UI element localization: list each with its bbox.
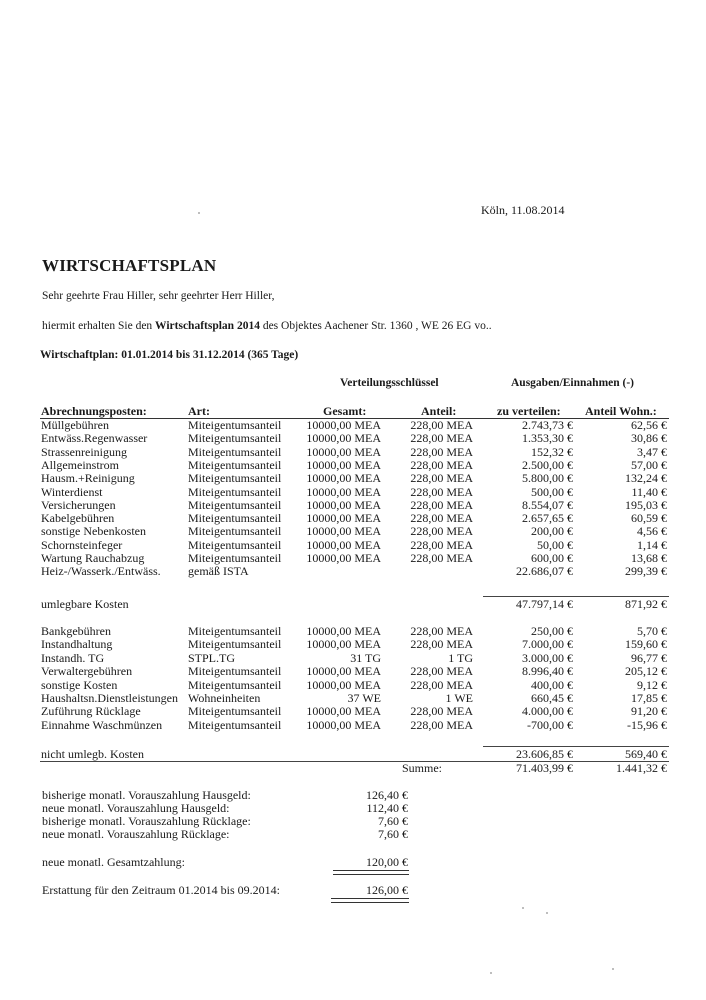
cell-item: Haushaltsn.Dienstleistungen (41, 691, 178, 705)
cell-to-distribute: 7.000,00 € (522, 637, 573, 652)
grand-total-row (0, 762, 706, 775)
cell-type: Miteigentumsanteil (188, 418, 282, 432)
scan-speck (490, 972, 492, 974)
cell-item: Zuführung Rücklage (41, 704, 141, 719)
cell-share: 228,00 MEA (410, 497, 473, 512)
cell-item: Müllgebühren (41, 418, 109, 432)
cell-type: Miteigentumsanteil (188, 484, 282, 499)
column-header-to-distribute: zu verteilen: (497, 404, 561, 418)
cell-share: 228,00 MEA (410, 717, 473, 732)
grand-total-to-distribute: 71.403,99 € (516, 761, 573, 775)
non-allocable-total-label: nicht umlegb. Kosten (41, 747, 144, 761)
intro-bold: Wirtschaftsplan 2014 (155, 320, 260, 332)
cell-type: Miteigentumsanteil (188, 637, 282, 652)
cell-type: Miteigentumsanteil (188, 664, 282, 679)
cell-item: sonstige Nebenkosten (41, 524, 146, 539)
cell-share: 228,00 MEA (410, 444, 473, 459)
cell-share: 228,00 MEA (410, 524, 473, 539)
cell-share: 228,00 MEA (410, 551, 473, 565)
cell-item: Versicherungen (41, 497, 116, 512)
cell-to-distribute: 2.657,65 € (522, 511, 573, 526)
cell-unit-share: 57,00 € (631, 457, 667, 472)
plan-period: Wirtschaftplan: 01.01.2014 bis 31.12.2014 (365 Tage) (40, 349, 299, 361)
table-row (0, 565, 706, 578)
cell-total: 10000,00 MEA (306, 637, 381, 652)
scan-speck (546, 912, 548, 914)
cell-total: 10000,00 MEA (306, 431, 381, 446)
payment-label: bisherige monatl. Vorauszahlung Hausgeld: (42, 788, 251, 802)
cell-total: 10000,00 MEA (306, 497, 381, 512)
cell-type: gemäß ISTA (188, 564, 249, 579)
intro-suffix: des Objektes Aachener Str. 1360 , WE 26 EG vo.. (259, 320, 492, 332)
cell-type: Miteigentumsanteil (188, 524, 282, 539)
cell-item: Bankgebühren (41, 624, 111, 638)
cell-share: 228,00 MEA (410, 537, 473, 552)
cell-type: STPL.TG (188, 650, 236, 665)
cell-type: Miteigentumsanteil (188, 497, 282, 512)
cell-to-distribute: 5.800,00 € (522, 471, 573, 486)
cell-share: 228,00 MEA (410, 704, 473, 719)
refund-value: 126,00 € (366, 883, 408, 897)
allocable-total-label: umlegbare Kosten (41, 597, 129, 611)
cell-to-distribute: 8.996,40 € (522, 664, 573, 679)
cell-total: 10000,00 MEA (306, 418, 381, 432)
table-row (0, 665, 706, 678)
column-header-total: Gesamt: (323, 404, 367, 418)
table-row (0, 525, 706, 538)
intro-text (42, 320, 492, 332)
refund-double-underline (331, 898, 409, 903)
table-row (0, 552, 706, 565)
cell-share: 228,00 MEA (410, 484, 473, 499)
cell-unit-share: 13,68 € (631, 551, 667, 565)
cell-share: 228,00 MEA (410, 511, 473, 526)
cell-unit-share: 62,56 € (631, 418, 667, 432)
grand-total-label: Summe: (402, 761, 443, 775)
cell-to-distribute: 2.743,73 € (522, 418, 573, 432)
cell-total: 10000,00 MEA (306, 624, 381, 638)
table-row (0, 679, 706, 692)
cell-unit-share: 299,39 € (625, 564, 667, 579)
cell-unit-share: 11,40 € (631, 484, 667, 499)
cell-unit-share: 132,24 € (625, 471, 667, 486)
cell-unit-share: 17,85 € (631, 691, 667, 705)
new-total-value: 120,00 € (366, 855, 408, 869)
table-row (0, 652, 706, 665)
cell-to-distribute: 3.000,00 € (522, 650, 573, 665)
cell-share: 1 WE (445, 691, 473, 705)
cell-total: 10000,00 MEA (306, 484, 381, 499)
new-total-double-underline (333, 870, 409, 875)
cell-total: 37 WE (347, 691, 381, 705)
cell-item: Instandh. TG (41, 650, 105, 665)
non-allocable-total-unit-share: 569,40 € (625, 747, 667, 761)
table-row (0, 539, 706, 552)
cell-total: 10000,00 MEA (306, 524, 381, 539)
cell-total: 10000,00 MEA (306, 551, 381, 565)
cell-to-distribute: 8.554,07 € (522, 497, 573, 512)
cell-item: Heiz-/Wasserk./Entwäss. (41, 564, 161, 579)
cell-type: Miteigentumsanteil (188, 457, 282, 472)
cell-item: Einnahme Waschmünzen (41, 717, 163, 732)
scan-speck (522, 907, 524, 909)
cell-to-distribute: 152,32 € (531, 444, 573, 459)
cell-share: 228,00 MEA (410, 431, 473, 446)
table-row (0, 419, 706, 432)
column-header-unit-share: Anteil Wohn.: (585, 404, 657, 418)
cell-item: Entwäss.Regenwasser (41, 431, 148, 446)
allocable-total-to-distribute: 47.797,14 € (516, 597, 573, 611)
payment-label: neue monatl. Vorauszahlung Rücklage: (42, 827, 230, 841)
payment-label: bisherige monatl. Vorauszahlung Rücklage: (42, 814, 251, 828)
table-row (0, 432, 706, 445)
cell-type: Miteigentumsanteil (188, 624, 282, 638)
cell-type: Miteigentumsanteil (188, 677, 282, 692)
grand-total-unit-share: 1.441,32 € (616, 761, 667, 775)
cell-unit-share: 1,14 € (637, 537, 667, 552)
cell-share: 228,00 MEA (410, 457, 473, 472)
cell-to-distribute: 500,00 € (531, 484, 573, 499)
table-row (0, 499, 706, 512)
cell-item: Schornsteinfeger (41, 537, 123, 552)
cell-type: Miteigentumsanteil (188, 717, 282, 732)
cell-unit-share: 30,86 € (631, 431, 667, 446)
new-total-row (0, 856, 706, 869)
cell-share: 228,00 MEA (410, 677, 473, 692)
cell-to-distribute: 400,00 € (531, 677, 573, 692)
cell-total: 10000,00 MEA (306, 511, 381, 526)
cell-unit-share: 9,12 € (637, 677, 667, 692)
refund-label: Erstattung für den Zeitraum 01.2014 bis 09.2014: (42, 883, 280, 897)
cell-type: Miteigentumsanteil (188, 431, 282, 446)
payment-label: neue monatl. Vorauszahlung Hausgeld: (42, 801, 230, 815)
place-date: Köln, 11.08.2014 (481, 203, 565, 217)
cell-to-distribute: 600,00 € (531, 551, 573, 565)
cell-unit-share: 60,59 € (631, 511, 667, 526)
cell-unit-share: -15,96 € (627, 717, 667, 732)
table-row (0, 638, 706, 651)
cell-total: 10000,00 MEA (306, 471, 381, 486)
cell-total: 10000,00 MEA (306, 444, 381, 459)
allocable-total-unit-share: 871,92 € (625, 597, 667, 611)
cell-item: Winterdienst (41, 484, 103, 499)
payment-value: 7,60 € (378, 827, 408, 841)
refund-row (0, 884, 706, 897)
cell-to-distribute: 1.353,30 € (522, 431, 573, 446)
table-row (0, 446, 706, 459)
cell-unit-share: 91,20 € (631, 704, 667, 719)
cell-unit-share: 96,77 € (631, 650, 667, 665)
cell-to-distribute: 4.000,00 € (522, 704, 573, 719)
cell-item: Verwaltergebühren (41, 664, 133, 679)
group-header-distribution-key: Verteilungsschlüssel (340, 377, 439, 389)
column-header-share: Anteil: (421, 404, 457, 418)
table-row (0, 692, 706, 705)
cell-total: 31 TG (350, 650, 381, 665)
cell-unit-share: 3,47 € (637, 444, 667, 459)
cell-item: Hausm.+Reinigung (41, 471, 135, 486)
table-row (0, 486, 706, 499)
cell-to-distribute: 22.686,07 € (516, 564, 573, 579)
cell-type: Miteigentumsanteil (188, 551, 282, 565)
cell-total: 10000,00 MEA (306, 717, 381, 732)
payment-value: 126,40 € (366, 788, 408, 802)
cell-share: 228,00 MEA (410, 471, 473, 486)
cell-unit-share: 195,03 € (625, 497, 667, 512)
payment-value: 112,40 € (366, 801, 408, 815)
payment-row (0, 828, 706, 841)
cell-to-distribute: -700,00 € (527, 717, 573, 732)
cell-unit-share: 205,12 € (625, 664, 667, 679)
allocable-total-row (0, 598, 706, 611)
cell-to-distribute: 2.500,00 € (522, 457, 573, 472)
salutation: Sehr geehrte Frau Hiller, sehr geehrter Herr Hiller, (42, 290, 275, 302)
document-title: WIRTSCHAFTSPLAN (42, 256, 217, 275)
column-header-item: Abrechnungsposten: (41, 404, 147, 418)
table-row (0, 719, 706, 732)
cell-to-distribute: 200,00 € (531, 524, 573, 539)
cell-unit-share: 5,70 € (637, 624, 667, 638)
cell-type: Miteigentumsanteil (188, 511, 282, 526)
cell-share: 228,00 MEA (410, 624, 473, 638)
cell-item: Wartung Rauchabzug (41, 551, 145, 565)
cell-item: Strassenreinigung (41, 444, 127, 459)
cell-item: Kabelgebühren (41, 511, 115, 526)
cell-type: Miteigentumsanteil (188, 537, 282, 552)
cell-unit-share: 159,60 € (625, 637, 667, 652)
cell-unit-share: 4,56 € (637, 524, 667, 539)
cell-item: sonstige Kosten (41, 677, 118, 692)
scan-speck (612, 968, 614, 970)
cell-type: Miteigentumsanteil (188, 704, 282, 719)
cell-type: Miteigentumsanteil (188, 444, 282, 459)
cell-total: 10000,00 MEA (306, 704, 381, 719)
cell-share: 1 TG (448, 650, 473, 665)
cell-total: 10000,00 MEA (306, 664, 381, 679)
column-header-type: Art: (188, 404, 210, 418)
non-allocable-total-row (0, 748, 706, 761)
cell-to-distribute: 50,00 € (537, 537, 573, 552)
cell-to-distribute: 660,45 € (531, 691, 573, 705)
new-total-label: neue monatl. Gesamtzahlung: (42, 855, 185, 869)
table-row (0, 625, 706, 638)
cell-share: 228,00 MEA (410, 418, 473, 432)
cell-share: 228,00 MEA (410, 637, 473, 652)
non-allocable-total-to-distribute: 23.606,85 € (516, 747, 573, 761)
cell-total: 10000,00 MEA (306, 457, 381, 472)
cell-type: Miteigentumsanteil (188, 471, 282, 486)
table-row (0, 705, 706, 718)
cell-share: 228,00 MEA (410, 664, 473, 679)
group-header-expenses-income: Ausgaben/Einnahmen (-) (511, 377, 635, 389)
cell-item: Allgemeinstrom (41, 457, 119, 472)
intro-prefix: hiermit erhalten Sie den (42, 320, 156, 332)
table-row (0, 472, 706, 485)
cell-to-distribute: 250,00 € (531, 624, 573, 638)
cell-type: Wohneinheiten (188, 691, 261, 705)
cell-total: 10000,00 MEA (306, 537, 381, 552)
table-row (0, 459, 706, 472)
table-row (0, 512, 706, 525)
cell-item: Instandhaltung (41, 637, 113, 652)
scan-speck (198, 212, 200, 214)
payment-value: 7,60 € (378, 814, 408, 828)
cell-total: 10000,00 MEA (306, 677, 381, 692)
